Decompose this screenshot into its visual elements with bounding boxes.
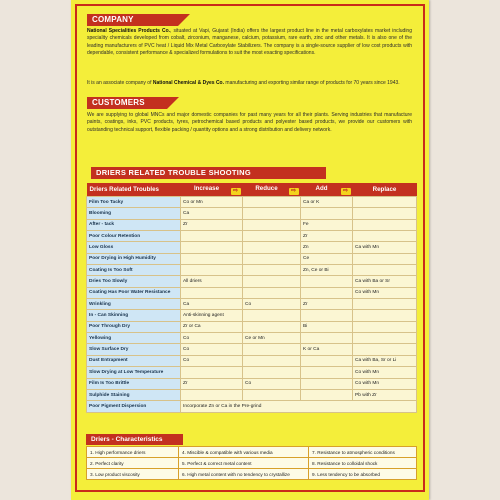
trouble-cell: Sulphide Staining [87,389,181,400]
add-cell [301,355,353,366]
characteristics-row [87,447,417,458]
replace-cell [353,231,417,242]
table-row [87,265,417,276]
reduce-cell [243,344,301,355]
add-cell: Ce [301,253,353,264]
increase-cell: Co [181,333,243,344]
increase-cell: Zr [181,378,243,389]
characteristic-item: 3. Low product viscosity [87,469,179,480]
characteristic-item: 4. Miscible & compatible with various media [179,447,309,458]
associate-history: manufacturing and exporting similar range of products for 70 years since 1943. [224,80,400,86]
reduce-cell [243,355,301,366]
customers-paragraph: We are supplying to global MNCs and major domestic companies for past many years for all their plants. Serving industries that manufacture paints, coatings, inks, PVC products, tyres, petrochemical based products and polyester based products, we provide our customers with outstanding technical support, flexible packing / quantity options and a strong distribution and delivery network. [87,112,412,133]
replace-cell [353,310,417,321]
replace-cell [353,253,417,264]
increase-cell: All driers [181,276,243,287]
replace-cell: Ca with Ba, Sr or Li [353,355,417,366]
table-row [87,355,417,366]
replace-cell: Ca with Mn [353,242,417,253]
trouble-cell: Blooming [87,208,181,219]
replace-cell [353,197,417,208]
replace-cell: Pb with Zr [353,389,417,400]
characteristics-row [87,458,417,469]
reduce-cell [243,219,301,230]
add-cell [301,208,353,219]
table-row [87,276,417,287]
increase-cell: Zr [181,219,243,230]
trouble-cell: Dust Entrapment [87,355,181,366]
characteristics-table [86,446,417,480]
table-row [87,253,417,264]
reduce-cell [243,208,301,219]
increase-cell [181,367,243,378]
add-cell [301,389,353,400]
customers-heading: CUSTOMERS [87,97,167,109]
reduce-cell [243,389,301,400]
trouble-cell: Poor Pigment Dispersion [87,401,181,412]
reduce-cell [243,253,301,264]
troubleshooting-header-row [87,183,417,197]
add-cell: Zr [301,299,353,310]
column-header-add: Add ⇨ [301,183,353,197]
replace-cell [353,265,417,276]
increase-cell [181,253,243,264]
add-cell [301,333,353,344]
table-row [87,197,417,208]
characteristic-item: 5. Perfect & correct metal content [179,458,309,469]
associate-intro: It is an associate company of [87,80,153,86]
replace-cell: Co with Mn [353,367,417,378]
column-header-replace: Replace [353,183,417,197]
associate-paragraph [87,80,412,87]
trouble-cell: Coating Is Too Soft [87,265,181,276]
trouble-cell: Wrinkling [87,299,181,310]
add-cell: Ca or K [301,197,353,208]
replace-cell [353,333,417,344]
trouble-cell: Poor Drying in High Humidity [87,253,181,264]
associate-company-name: National Chemical & Dyes Co. [152,80,225,86]
table-row [87,219,417,230]
characteristics-heading: Driers - Characteristics [86,434,183,445]
replace-cell: Co with Mn [353,287,417,298]
add-cell: Zn, Ce or Bi [301,265,353,276]
increase-cell: Co [181,355,243,366]
reduce-cell: Co [243,299,301,310]
recommendation-cell: Incorporate Zn or Ca in the Pre-grind [181,401,417,412]
add-cell: Fe [301,219,353,230]
reduce-cell [243,197,301,208]
table-row [87,310,417,321]
add-cell: Bi [301,321,353,332]
column-header-increase: Increase ⇨ [181,183,243,197]
increase-cell [181,242,243,253]
replace-cell [353,208,417,219]
increase-cell [181,231,243,242]
characteristics-row [87,469,417,480]
characteristic-item: 8. Resistance to colloidal shock [309,458,417,469]
company-heading: COMPANY [87,14,178,26]
table-row [87,333,417,344]
add-cell: K or Ca [301,344,353,355]
add-cell [301,367,353,378]
table-row [87,208,417,219]
troubleshooting-heading: DRIERS RELATED TROUBLE SHOOTING [91,167,326,179]
table-row [87,367,417,378]
table-row [87,378,417,389]
reduce-cell [243,321,301,332]
replace-cell [353,321,417,332]
company-description: , situated at Vapi, Gujarat (India) offers the largest product line in the metal carboxylates market including speciality chemicals developed from cobalt, zirconium, manganese, calcium, potassium, rare earth, zinc and other metals. It is also one of the leading manufacturers of PVC heat / Liquid Mix Metal Carboxylate Stabilizers. The company is a single-source supplier of low cost products with dependable, consistent performance & specialized formulations to suit the most exacting specifications. [87,28,412,57]
characteristic-item: 9. Less tendency to be absorbed [309,469,417,480]
add-cell [301,378,353,389]
trouble-cell: Coating Has Poor Water Resistance [87,287,181,298]
company-paragraph [87,28,412,58]
table-row [87,231,417,242]
table-row [87,344,417,355]
add-cell [301,276,353,287]
trouble-cell: Slow Drying at Low Temperature [87,367,181,378]
characteristic-item: 6. High metal content with no tendency to crystallize [179,469,309,480]
add-cell [301,310,353,321]
characteristic-item: 1. High performance driers [87,447,179,458]
trouble-cell: Poor Through Dry [87,321,181,332]
trouble-cell: Dries Too Slowly [87,276,181,287]
trouble-cell: In - Can Skinning [87,310,181,321]
table-row [87,299,417,310]
increase-cell [181,287,243,298]
trouble-cell: Yellowing [87,333,181,344]
add-cell: Zr [301,231,353,242]
reduce-cell [243,276,301,287]
increase-cell [181,389,243,400]
table-row [87,401,417,412]
increase-cell [181,265,243,276]
table-row [87,389,417,400]
trouble-cell: Film Is Too Brittle [87,378,181,389]
increase-cell: Co [181,344,243,355]
reduce-cell: Co [243,378,301,389]
trouble-cell: Low Gloss [87,242,181,253]
increase-cell: Co or Mn [181,197,243,208]
column-header-reduce: Reduce ⇨ [243,183,301,197]
replace-cell [353,344,417,355]
reduce-cell [243,367,301,378]
reduce-cell [243,310,301,321]
replace-cell [353,299,417,310]
arrow-right-icon: ⇨ [231,188,241,195]
characteristic-item: 7. Resistance to atmospheric conditions [309,447,417,458]
reduce-cell [243,231,301,242]
table-row [87,321,417,332]
increase-cell: Zr or Ca [181,321,243,332]
replace-cell [353,219,417,230]
table-row [87,287,417,298]
replace-cell: Ca with Ba or Sr [353,276,417,287]
increase-cell: Ca [181,299,243,310]
reduce-cell: Ce or Mn [243,333,301,344]
increase-cell: Ca [181,208,243,219]
increase-cell: Anti-skinning agent [181,310,243,321]
trouble-cell: Poor Colour Retention [87,231,181,242]
reduce-cell [243,242,301,253]
arrow-right-icon: ⇨ [289,188,299,195]
replace-cell: Co with Mn [353,378,417,389]
trouble-cell: Film Too Tacky [87,197,181,208]
column-header-troubles: Driers Related Troubles [87,183,181,197]
characteristic-item: 2. Perfect clarity [87,458,179,469]
table-row [87,242,417,253]
add-cell [301,287,353,298]
troubleshooting-table [86,183,417,413]
company-name: National Specialities Products Co. [87,28,171,34]
trouble-cell: After - tack [87,219,181,230]
add-cell: Zn [301,242,353,253]
reduce-cell [243,265,301,276]
reduce-cell [243,287,301,298]
trouble-cell: Slow Surface Dry [87,344,181,355]
arrow-right-icon: ⇨ [341,188,351,195]
